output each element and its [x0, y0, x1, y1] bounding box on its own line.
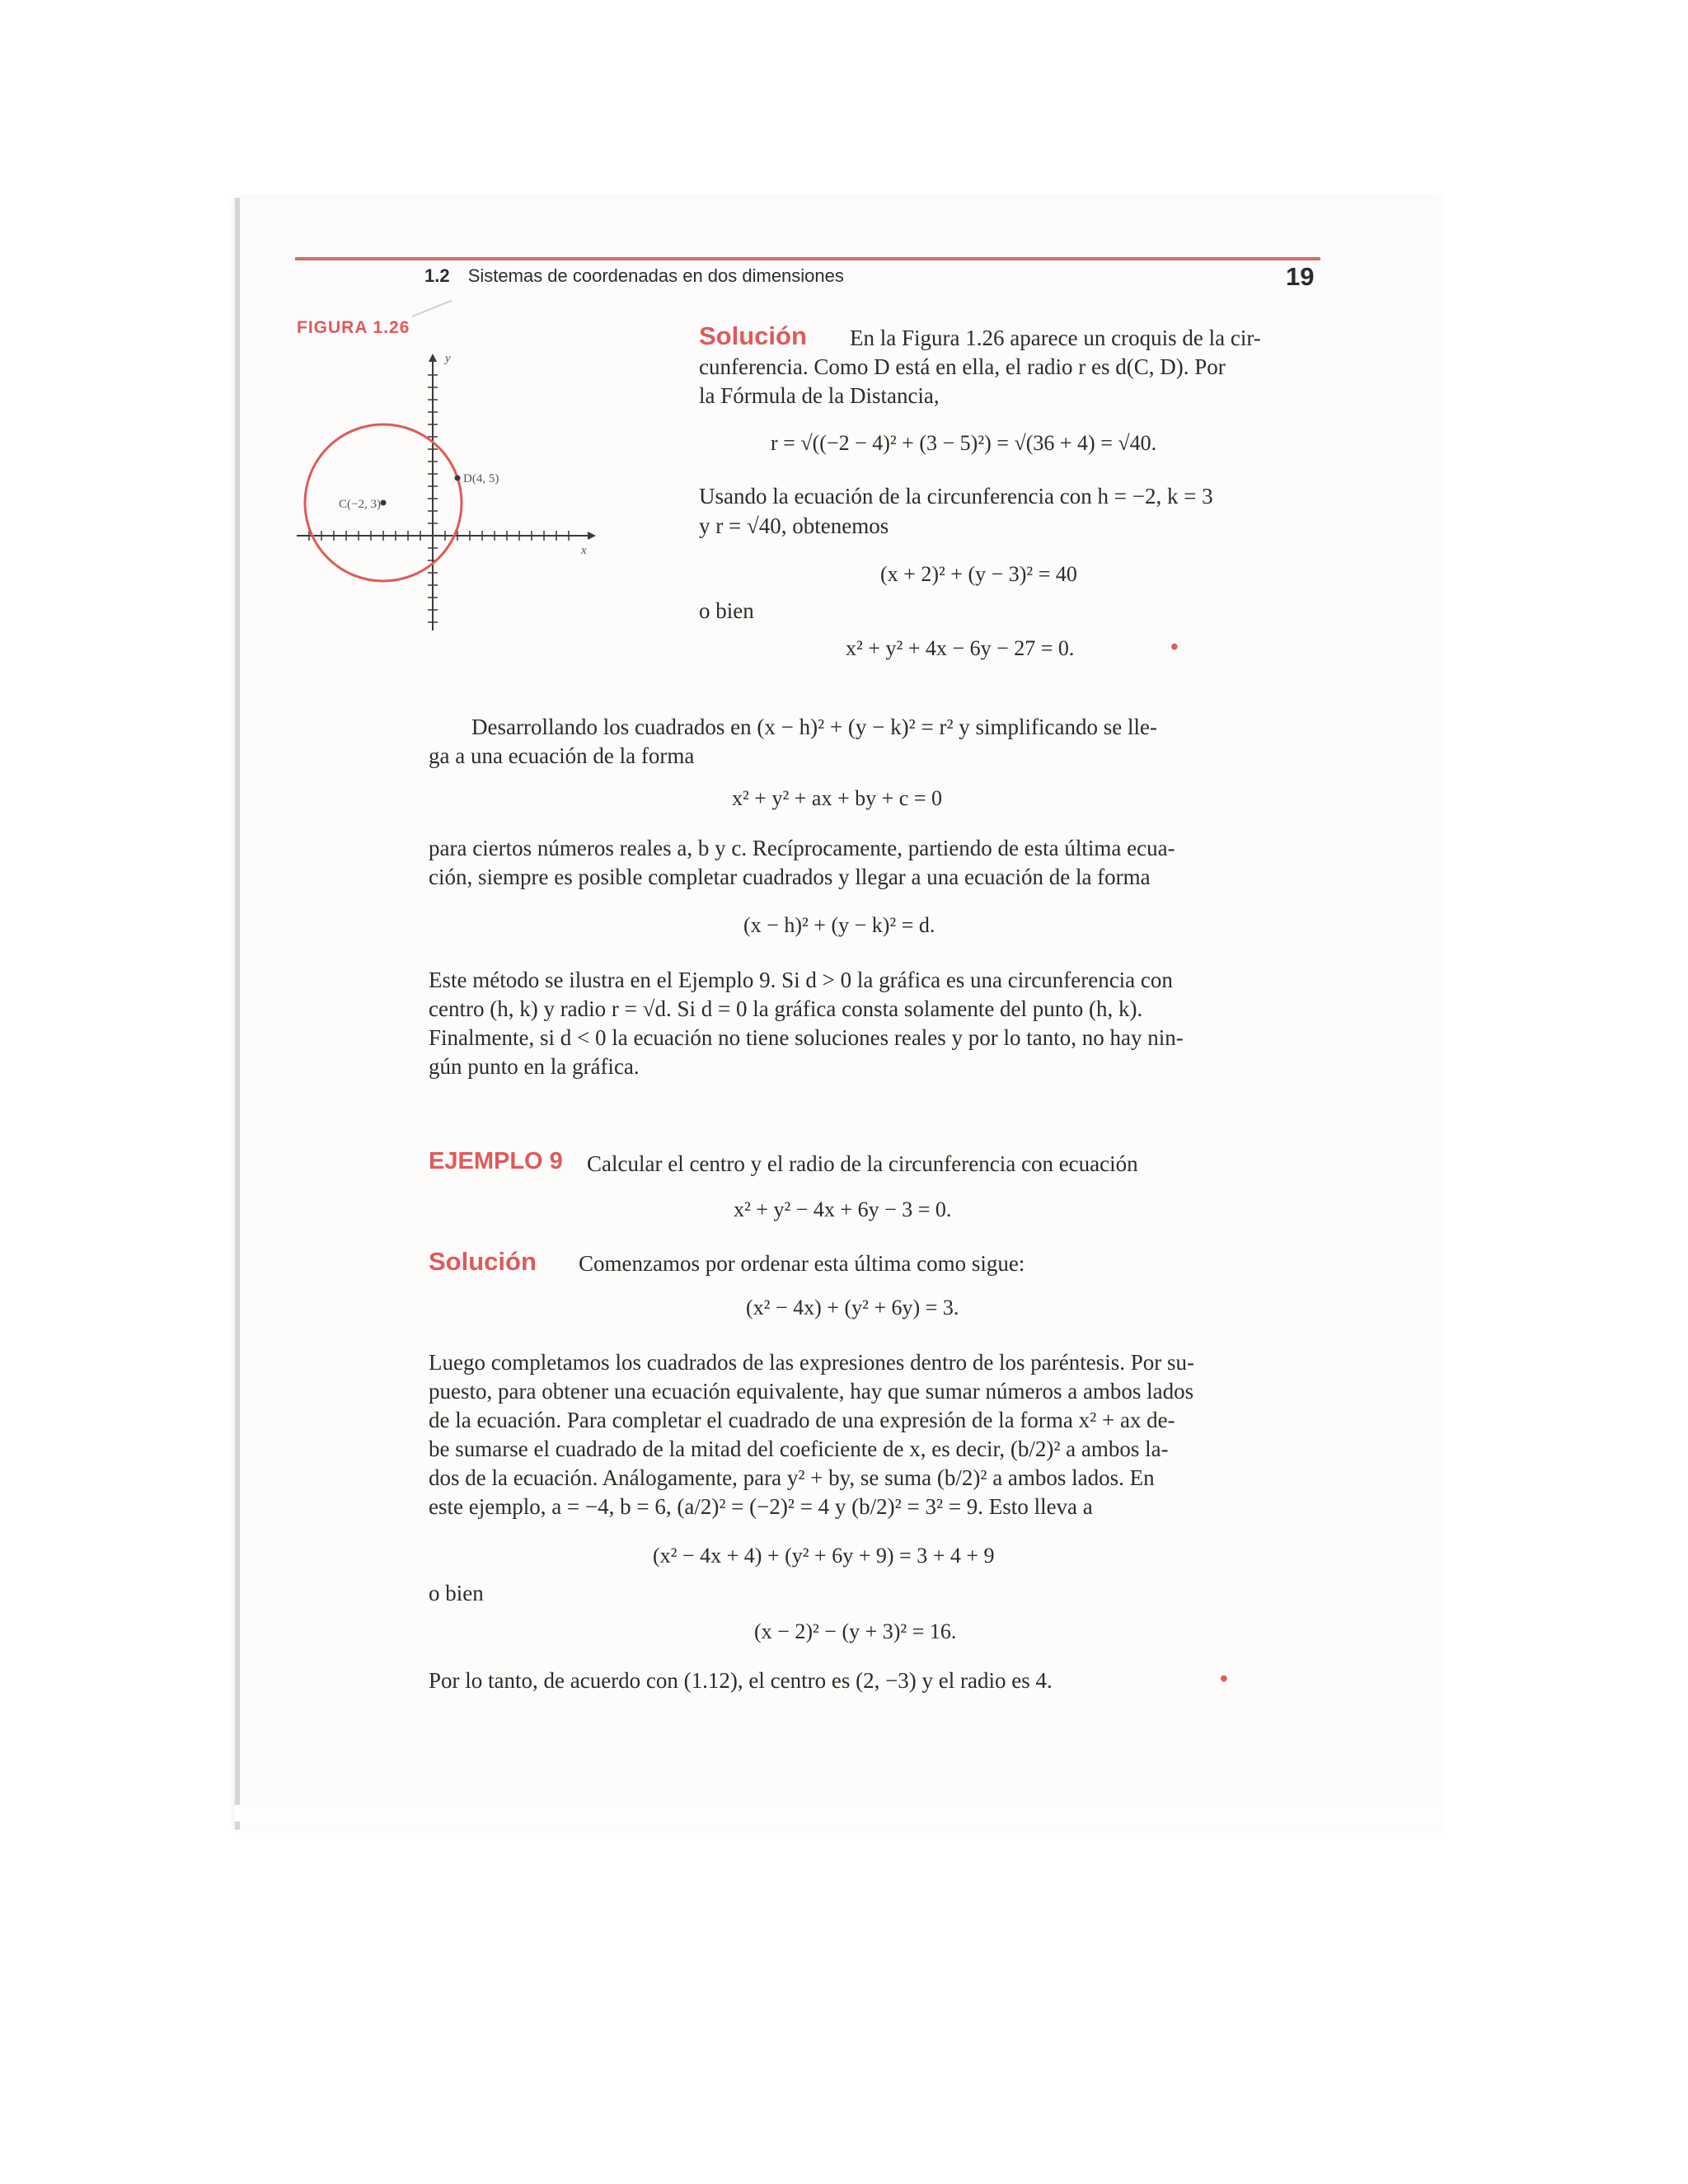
header-rule [295, 257, 1320, 260]
luego-line1: Luego completamos los cuadrados de las expresiones dentro de los paréntesis. Por su- [429, 1350, 1195, 1375]
desarrollo-line1: Desarrollando los cuadrados en (x − h)² + (y − k)² = r² y simplificando se lle- [471, 715, 1157, 739]
luego-line2: puesto, para obtener una ecuación equivalente, hay que sumar números a ambos lados [429, 1379, 1194, 1404]
equation-final: (x − 2)² − (y + 3)² = 16. [754, 1619, 957, 1643]
o-bien-1: o bien [699, 598, 754, 623]
para-ciertos-line2: ción, siempre es posible completar cuadrados y llegar a una ecuación de la forma [429, 865, 1151, 889]
luego-line4: be sumarse el cuadrado de la mitad del coeficiente de x, es decir, (b/2)² a ambos la- [429, 1436, 1169, 1461]
luego-line5: dos de la ecuación. Análogamente, para y² + by, se suma (b/2)² a ambos lados. En [429, 1465, 1155, 1490]
metodo-line4: gún punto en la gráfica. [429, 1054, 640, 1079]
figure-label: FIGURA 1.26 [297, 318, 410, 337]
point-c [381, 500, 387, 506]
page-edge [235, 1805, 1438, 1821]
section-title: Sistemas de coordenadas en dos dimensiones [467, 265, 844, 286]
page-number: 19 [1286, 262, 1315, 291]
figure-1-26 [293, 350, 598, 643]
y-axis-label: y [445, 352, 451, 365]
x-axis [297, 532, 596, 540]
end-of-solution-mark-1: • [1170, 635, 1179, 660]
equation-grouped: (x² − 4x) + (y² + 6y) = 3. [746, 1296, 959, 1319]
solucion2-line1: Comenzamos por ordenar esta última como sigue: [579, 1251, 1025, 1276]
circle-graph [293, 350, 598, 643]
equation-circle-standard: (x + 2)² + (y − 3)² = 40 [880, 562, 1077, 586]
equation-circle-general: x² + y² + 4x − 6y − 27 = 0. [846, 636, 1075, 660]
end-of-solution-mark-2: • [1220, 1666, 1228, 1692]
equation-form-d: (x − h)² + (y − k)² = d. [743, 913, 935, 937]
solucion1-para2-line1: Usando la ecuación de la circunferencia con h = −2, k = 3 [699, 484, 1213, 509]
solucion1-line2: cunferencia. Como D está en ella, el radio r es d(C, D). Por [699, 354, 1226, 379]
point-d-label: D(4, 5) [463, 472, 499, 485]
para-ciertos-line1: para ciertos números reales a, b y c. Recíprocamente, partiendo de esta última ecua- [429, 836, 1175, 860]
point-c-label: C(−2, 3) [339, 498, 381, 511]
y-axis [429, 354, 437, 630]
metodo-line1: Este método se ilustra en el Ejemplo 9. Si d > 0 la gráfica es una circunferencia con [429, 968, 1173, 992]
ejemplo-9-heading: EJEMPLO 9 [429, 1148, 563, 1174]
ejemplo-9-statement: Calcular el centro y el radio de la circunferencia con ecuación [587, 1151, 1138, 1176]
o-bien-2: o bien [429, 1581, 484, 1605]
equation-completed-squares: (x² − 4x + 4) + (y² + 6y + 9) = 3 + 4 + 9 [653, 1544, 995, 1568]
running-head [424, 265, 844, 287]
equation-radius: r = √((−2 − 4)² + (3 − 5)²) = √(36 + 4) = √40. [771, 431, 1157, 455]
point-d [455, 476, 461, 481]
metodo-line3: Finalmente, si d < 0 la ecuación no tiene soluciones reales y por lo tanto, no hay nin- [429, 1025, 1184, 1050]
solucion1-line3: la Fórmula de la Distancia, [699, 383, 940, 408]
solucion-heading-1: Solución [699, 321, 807, 350]
section-number: 1.2 [424, 265, 450, 286]
desarrollo-line2: ga a una ecuación de la forma [429, 743, 695, 768]
luego-line6: este ejemplo, a = −4, b = 6, (a/2)² = (−2)² = 4 y (b/2)² = 3² = 9. Esto lleva a [429, 1494, 1093, 1519]
conclusion: Por lo tanto, de acuerdo con (1.12), el centro es (2, −3) y el radio es 4. [429, 1668, 1053, 1693]
solucion1-line1: En la Figura 1.26 aparece un croquis de la cir- [850, 326, 1261, 350]
solucion1-para2-line2: y r = √40, obtenemos [699, 513, 889, 538]
ejemplo-9-equation: x² + y² − 4x + 6y − 3 = 0. [734, 1197, 952, 1221]
x-axis-label: x [581, 544, 587, 557]
luego-line3: de la ecuación. Para completar el cuadrado de una expresión de la forma x² + ax de- [429, 1408, 1175, 1432]
equation-general-form: x² + y² + ax + by + c = 0 [732, 786, 942, 810]
solucion-heading-2: Solución [429, 1247, 537, 1276]
metodo-line2: centro (h, k) y radio r = √d. Si d = 0 la gráfica consta solamente del punto (h, k). [429, 996, 1143, 1021]
